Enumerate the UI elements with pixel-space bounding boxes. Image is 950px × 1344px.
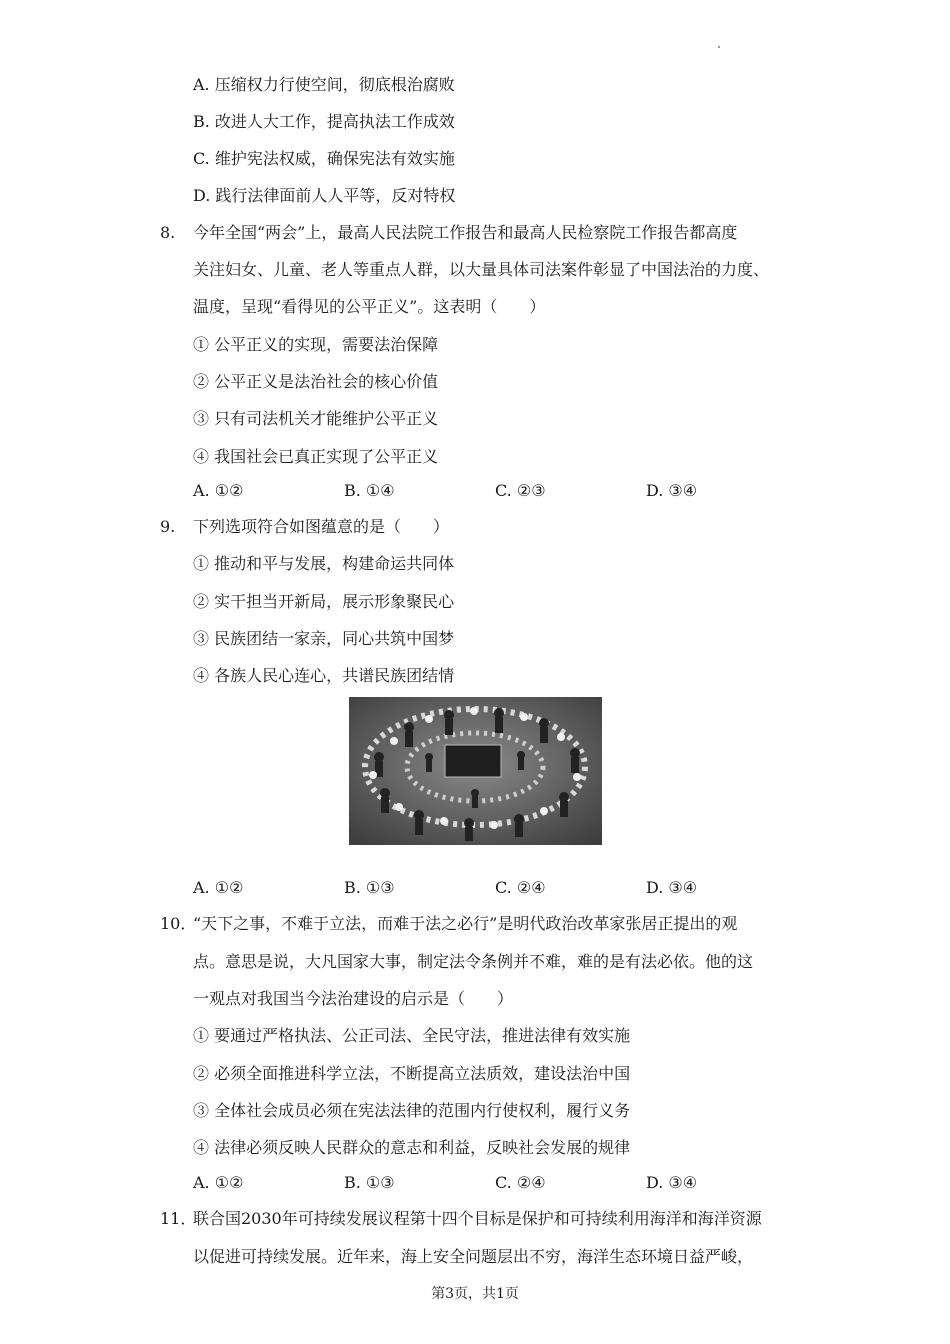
q10-statement-2: ② 必须全面推进科学立法，不断提高立法质效，建设法治中国 [193, 1064, 631, 1083]
q9-choice-c: C. ②④ [495, 878, 546, 897]
q8-choice-c: C. ②③ [495, 481, 546, 500]
q10-stem-line: 点。意思是说，大凡国家大事，制定法令条例并不难，难的是有法必依。他的这 [193, 952, 754, 971]
photo-illustration [349, 697, 602, 845]
q9-statement-3: ③ 民族团结一家亲，同心共筑中国梦 [193, 629, 455, 648]
prev-option-b: B. 改进人大工作，提高执法工作成效 [193, 112, 455, 131]
q9-statement-1: ① 推动和平与发展，构建命运共同体 [193, 554, 455, 573]
scan-speck [718, 46, 720, 48]
q10-choice-d: D. ③④ [646, 1173, 698, 1192]
q10-choice-c: C. ②④ [495, 1173, 546, 1192]
q11-stem-line: 联合国2030年可持续发展议程第十四个目标是保护和可持续利用海洋和海洋资源 [193, 1209, 762, 1228]
q11-stem-line: 以促进可持续发展。近年来，海上安全问题层出不穷，海洋生态环境日益严峻， [193, 1247, 754, 1266]
q8-choice-a: A. ①② [193, 481, 244, 500]
q8-statement-3: ③ 只有司法机关才能维护公平正义 [193, 409, 439, 428]
q8-statement-4: ④ 我国社会已真正实现了公平正义 [193, 447, 439, 466]
q8-choice-d: D. ③④ [646, 481, 698, 500]
q8-statement-2: ② 公平正义是法治社会的核心价值 [193, 372, 439, 391]
q10-number: 10． [160, 914, 197, 933]
q10-choice-a: A. ①② [193, 1173, 244, 1192]
q9-choice-d: D. ③④ [646, 878, 698, 897]
q11-number: 11． [160, 1209, 197, 1228]
q8-stem-line: 温度，呈现“看得见的公平正义”。这表明（ ） [193, 297, 546, 316]
q10-statement-3: ③ 全体社会成员必须在宪法法律的范围内行使权利，履行义务 [193, 1101, 631, 1120]
q10-stem-line: “天下之事，不难于立法，而难于法之必行”是明代政治改革家张居正提出的观 [193, 914, 738, 933]
q10-choice-b: B. ①③ [344, 1173, 395, 1192]
page-footer: 第3页，共1页 [431, 1286, 519, 1302]
q8-stem-line: 今年全国“两会”上，最高人民法院工作报告和最高人民检察院工作报告都高度 [193, 223, 738, 242]
q10-stem-line: 一观点对我国当今法治建设的启示是（ ） [193, 989, 514, 1008]
q9-number: 9. [160, 517, 176, 536]
q10-statement-4: ④ 法律必须反映人民群众的意志和利益，反映社会发展的规律 [193, 1138, 631, 1157]
q10-statement-1: ① 要通过严格执法、公正司法、全民守法，推进法律有效实施 [193, 1026, 631, 1045]
q9-statement-2: ② 实干担当开新局，展示形象聚民心 [193, 592, 455, 611]
q9-stem-line: 下列选项符合如图蕴意的是（ ） [193, 517, 450, 536]
prev-option-d: D. 践行法律面前人人平等，反对特权 [193, 186, 456, 205]
q8-choice-b: B. ①④ [344, 481, 395, 500]
q9-choice-a: A. ①② [193, 878, 244, 897]
q8-statement-1: ① 公平正义的实现，需要法治保障 [193, 335, 439, 354]
prev-option-c: C. 维护宪法权威，确保宪法有效实施 [193, 149, 455, 168]
ethnic-unity-dance-photo [349, 697, 602, 845]
q9-choice-b: B. ①③ [344, 878, 395, 897]
q8-number: 8. [160, 223, 176, 242]
q9-statement-4: ④ 各族人民心连心，共谱民族团结情 [193, 666, 455, 685]
q8-stem-line: 关注妇女、儿童、老人等重点人群，以大量具体司法案件彰显了中国法治的力度、 [193, 260, 770, 279]
prev-option-a: A. 压缩权力行使空间，彻底根治腐败 [193, 75, 455, 94]
